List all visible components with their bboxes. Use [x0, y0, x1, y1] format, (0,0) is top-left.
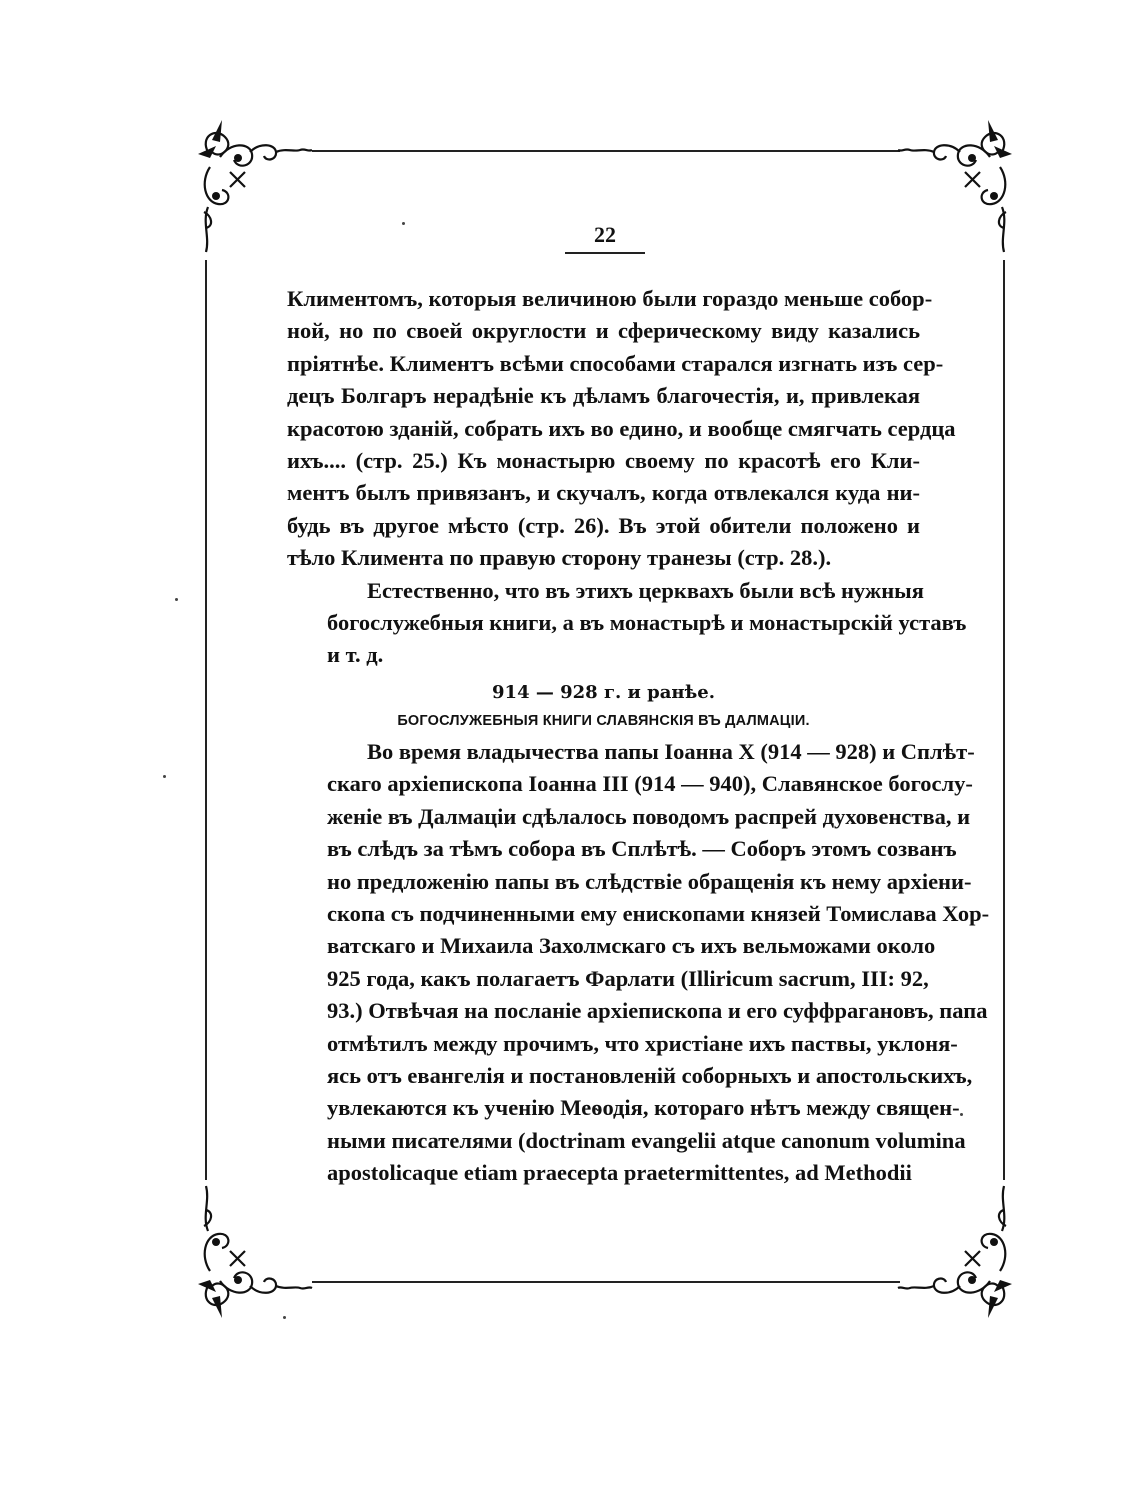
text-line: скаго архіепископа Іоанна III (914 — 940), Славянское богослу-: [327, 771, 973, 797]
corner-flourish-top-right-icon: [890, 112, 1020, 262]
scan-speck: [402, 222, 405, 225]
corner-flourish-bottom-right-icon: [890, 1176, 1020, 1326]
scan-speck: [175, 598, 178, 601]
text-line: и т. д.: [327, 642, 384, 668]
border-rule-bottom: [312, 1281, 900, 1283]
text-line: Климентомъ, которыя величиною были гораздо меньше собор-: [287, 286, 933, 311]
text-line: пріятнѣе. Климентъ всѣми способами старался изгнать изъ сер-: [287, 350, 944, 376]
text-line: ясь отъ евангелія и постановленій соборныхъ и апостольскихъ,: [327, 1062, 973, 1088]
scan-speck: [283, 1316, 286, 1319]
text-line: въ слѣдъ за тѣмъ собора въ Сплѣтѣ. — Соборъ этомъ созванъ: [327, 836, 957, 862]
text-line: но предложенію папы въ слѣдствіе обращенія къ нему архіени-: [327, 868, 972, 894]
text-line: децъ Болгаръ нерадѣніе къ дѣламъ благочестія, и, привлекая: [287, 383, 920, 409]
text-line: тѣло Климента по правую сторону транезы (стр. 28.).: [287, 545, 832, 571]
text-line: ватскаго и Михаила Захолмскаго съ ихъ вельможами около: [327, 933, 936, 959]
text-line: Во время владычества папы Іоанна X (914 — 928) и Сплѣт-: [367, 738, 975, 764]
text-line: женіе въ Далмаціи сдѣлалось поводомъ распрей духовенства, и: [327, 803, 971, 829]
section-subheading: БОГОСЛУЖЕБНЫЯ КНИГИ СЛАВЯНСКІЯ ВЪ ДАЛМАЦІИ.: [397, 712, 810, 729]
scan-speck: [960, 1113, 963, 1116]
text-line: красотою зданій, собрать ихъ во едино, и вообще смягчать сердца: [287, 415, 956, 441]
border-rule-left: [205, 260, 207, 1180]
page-number: 22: [565, 222, 645, 254]
text-line: ной, но по своей округлости и сферическому виду казались: [287, 318, 920, 344]
paragraph: [287, 736, 990, 1190]
text-line: ными писателями (doctrinam evangelii atque canonum volumina: [327, 1127, 966, 1153]
section-heading: 914 — 928 г. и ранѣе.: [492, 681, 715, 703]
scan-speck: [163, 775, 166, 778]
paragraph: [287, 575, 967, 672]
text-line: будь въ другое мѣсто (стр. 26). Въ этой обители положено и: [287, 512, 920, 538]
border-rule-right: [1003, 260, 1005, 1180]
corner-flourish-top-left-icon: [190, 112, 320, 262]
text-line: Естественно, что въ этихъ церквахъ были всѣ нужныя: [367, 577, 924, 603]
page-body: [287, 283, 990, 1190]
text-line: 93.) Отвѣчая на посланіе архіепископа и его суффрагановъ, папа: [327, 998, 988, 1024]
paragraph: [287, 283, 956, 575]
text-line: apostolicaque etiam praecepta praetermittentes, ad Methodii: [327, 1160, 912, 1186]
text-line: отмѣтилъ между прочимъ, что христіане ихъ паствы, уклоня-: [327, 1030, 958, 1056]
text-line: ихъ.... (стр. 25.) Къ монастырю своему по красотѣ его Кли-: [287, 448, 920, 474]
text-line: ментъ былъ привязанъ, и скучалъ, когда отвлекался куда ни-: [287, 480, 920, 506]
text-line: скопа съ подчиненными ему енископами князей Томислава Хор-: [327, 900, 990, 926]
text-line: 925 года, какъ полагаетъ Фарлати (Illiricum sacrum, III: 92,: [327, 965, 929, 991]
body-text-after-heading: [287, 736, 990, 1190]
body-text-before-heading: [287, 283, 967, 672]
border-rule-top: [312, 150, 900, 152]
text-line: увлекаются къ ученію Меѳодія, котораго нѣтъ между священ-: [327, 1095, 960, 1121]
text-line: богослужебныя книги, а въ монастырѣ и монастырскій уставъ: [327, 610, 967, 636]
corner-flourish-bottom-left-icon: [190, 1176, 320, 1326]
